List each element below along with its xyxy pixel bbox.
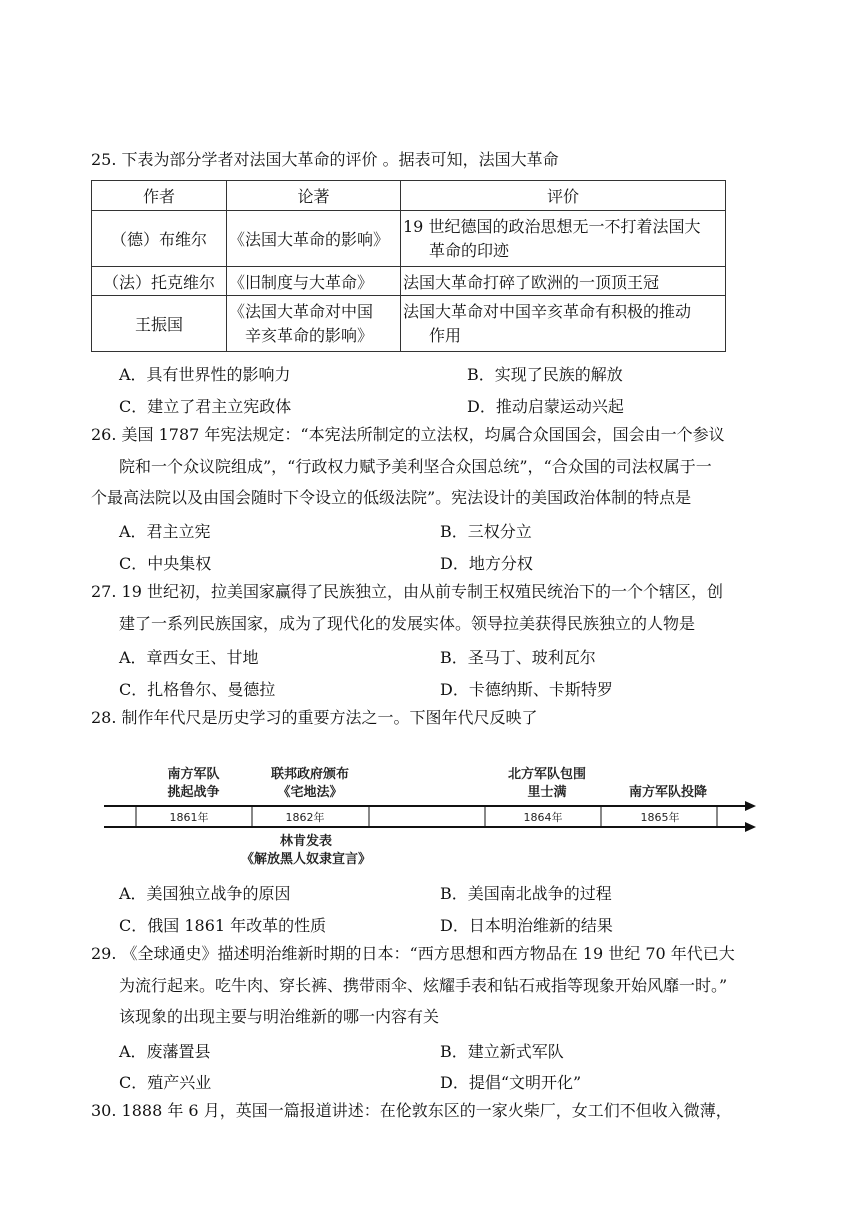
q26-stem-line: 个最高法院以及由国会随时下令设立的低级法院”。宪法设计的美国政治体制的特点是 (91, 488, 692, 507)
q27-option-c[interactable]: C．扎格鲁尔、曼德拉 (119, 680, 276, 699)
table-cell-work: 《旧制度与大革命》 (227, 267, 401, 296)
event-line: 《解放黑人奴隶宣言》 (240, 852, 371, 867)
timeline-event-label (612, 784, 724, 802)
table-cell-evaluation (401, 296, 726, 352)
table-cell-work (227, 296, 401, 352)
table-row (92, 267, 726, 296)
event-line: 挑起战争 (167, 785, 220, 800)
timeline-year: 1864年 (523, 811, 563, 824)
event-line: 林肯发表 (279, 834, 332, 849)
q26-stem-line: 26. 美国 1787 年宪法规定：“本宪法所制定的立法权，均属合众国国会，国会由一个参议 (91, 425, 725, 444)
event-line: 南方军队投降 (628, 785, 707, 800)
evaluation-line: 19 世纪德国的政治思想无一不打着法国大 (403, 216, 701, 236)
event-line: 北方军队包围 (507, 767, 586, 782)
work-line: 辛亥革命的影响》 (245, 325, 374, 345)
timeline-year: 1865年 (640, 811, 680, 824)
q27-stem-line: 27. 19 世纪初，拉美国家赢得了民族独立，由从前专制王权殖民统治下的一个个辖区，创 (91, 582, 723, 601)
table-cell-author: （法）托克维尔 (92, 267, 227, 296)
table-cell-evaluation: 法国大革命打碎了欧洲的一顶顶王冠 (401, 267, 726, 296)
timeline-event-label (251, 766, 369, 802)
table-cell-author: （德）布维尔 (92, 211, 227, 267)
q26-option-b[interactable]: B．三权分立 (440, 522, 532, 541)
q27-option-a[interactable]: A．章西女王、甘地 (119, 648, 259, 667)
event-line: 南方军队 (167, 767, 220, 782)
q29-option-b[interactable]: B．建立新式军队 (440, 1042, 564, 1061)
q29-stem-line: 29. 《全球通史》描述明治维新时期的日本：“西方思想和西方物品在 19 世纪 70 年代已大 (91, 944, 735, 963)
q29-stem-line: 该现象的出现主要与明治维新的哪一内容有关 (119, 1007, 440, 1026)
evaluation-line: 革命的印迹 (429, 240, 510, 260)
timeline-event-label (492, 766, 602, 802)
timeline-event-label (146, 766, 241, 802)
q26-option-a[interactable]: A．君主立宪 (119, 522, 211, 541)
q27-option-b[interactable]: B．圣马丁、玻利瓦尔 (440, 648, 596, 667)
q25-table (91, 180, 726, 352)
timeline-upper-arrowhead (745, 801, 756, 811)
table-row (92, 296, 726, 352)
q29-option-d[interactable]: D．提倡“文明开化” (440, 1073, 582, 1092)
timeline-lower-arrowhead (745, 822, 756, 832)
table-row (92, 211, 726, 267)
table-cell-work: 《法国大革命的影响》 (227, 211, 401, 267)
q25-option-b[interactable]: B．实现了民族的解放 (467, 365, 623, 384)
timeline-year: 1861年 (169, 811, 209, 824)
work-line: 《法国大革命对中国 (229, 301, 374, 321)
table-cell-author: 王振国 (92, 296, 227, 352)
event-line: 联邦政府颁布 (270, 767, 349, 782)
table-header-author: 作者 (92, 181, 227, 211)
q28-option-d[interactable]: D．日本明治维新的结果 (440, 916, 613, 935)
q27-option-d[interactable]: D．卡德纳斯、卡斯特罗 (440, 680, 613, 699)
q26-option-c[interactable]: C．中央集权 (119, 554, 212, 573)
q25-option-d[interactable]: D．推动启蒙运动兴起 (467, 397, 624, 416)
q28-option-c[interactable]: C．俄国 1861 年改革的性质 (119, 916, 327, 935)
event-line: 里士满 (527, 785, 567, 800)
q28-stem: 28. 制作年代尺是历史学习的重要方法之一。下图年代尺反映了 (91, 708, 538, 727)
q29-option-c[interactable]: C．殖产兴业 (119, 1073, 212, 1092)
timeline-year: 1862年 (285, 811, 325, 824)
table-header-evaluation: 评价 (401, 181, 726, 211)
q25-option-c[interactable]: C．建立了君主立宪政体 (119, 397, 292, 416)
q26-stem-line: 院和一个众议院组成”，“行政权力赋予美利坚合众国总统”，“合众国的司法权属于一 (119, 457, 712, 476)
q26-option-d[interactable]: D．地方分权 (440, 554, 533, 573)
evaluation-line: 法国大革命对中国辛亥革命有积极的推动 (403, 301, 692, 321)
q28-option-b[interactable]: B．美国南北战争的过程 (440, 884, 612, 903)
q30-stem-line: 30. 1888 年 6 月，英国一篇报道讲述：在伦敦东区的一家火柴厂，女工们不但收入微薄， (91, 1101, 732, 1120)
q27-stem-line: 建了一系列民族国家，成为了现代化的发展实体。领导拉美获得民族独立的人物是 (119, 614, 696, 633)
table-header-work: 论著 (227, 181, 401, 211)
q28-option-a[interactable]: A．美国独立战争的原因 (119, 884, 291, 903)
table-cell-evaluation (401, 211, 726, 267)
q29-stem-line: 为流行起来。吃牛肉、穿长裤、携带雨伞、炫耀手表和钻石戒指等现象开始风靡一时。” (119, 976, 728, 995)
evaluation-line: 作用 (429, 325, 462, 345)
timeline-event-label (226, 833, 386, 869)
event-line: 《宅地法》 (277, 785, 343, 800)
q25-option-a[interactable]: A．具有世界性的影响力 (119, 365, 291, 384)
q25-stem: 25. 下表为部分学者对法国大革命的评价 。据表可知，法国大革命 (91, 150, 559, 169)
q29-option-a[interactable]: A．废藩置县 (119, 1042, 211, 1061)
